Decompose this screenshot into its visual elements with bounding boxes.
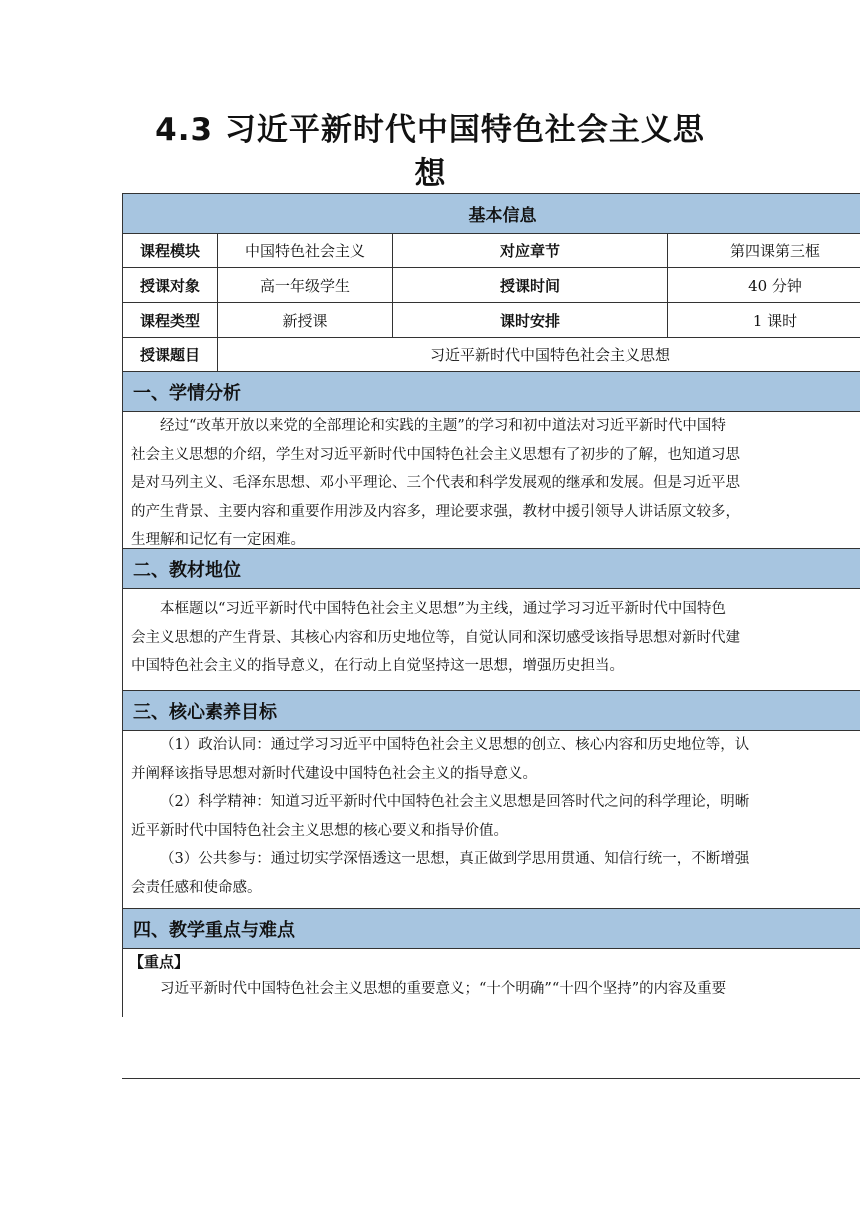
document-title-line-2: 想 [414, 156, 446, 192]
paragraph-line: 近平新时代中国特色社会主义思想的核心要义和指导价值。 [131, 822, 508, 839]
section-body-learner-analysis [123, 412, 860, 549]
section-heading-learner-analysis: 一、学情分析 [123, 372, 860, 412]
value-chapter: 第四课第三框 [668, 234, 860, 267]
paragraph-line: （3）公共参与：通过切实学深悟透这一思想，真正做到学思用贯通、知信行统一，不断增强 [160, 851, 750, 867]
section-heading-key-points: 四、教学重点与难点 [123, 909, 860, 949]
label-sessions: 课时安排 [393, 303, 668, 337]
info-row-audience [123, 268, 860, 303]
paragraph-line: 生理解和记忆有一定困难。 [131, 532, 305, 548]
paragraph-line: 会责任感和使命感。 [131, 879, 262, 896]
paragraph-line: 习近平新时代中国特色社会主义思想的重要意义；“十个明确”“十四个坚持”的内容及重要 [160, 981, 727, 997]
lesson-plan-table [122, 193, 860, 1017]
document-title-line-1: 4.3 习近平新时代中国特色社会主义思 [155, 112, 705, 148]
info-row-type [123, 303, 860, 338]
basic-info-header-row [123, 194, 860, 234]
section-heading-textbook-position: 二、教材地位 [123, 549, 860, 589]
section-body-core-literacy [123, 731, 860, 909]
value-topic: 习近平新时代中国特色社会主义思想 [218, 338, 860, 371]
value-course-type: 新授课 [218, 303, 393, 337]
paragraph-line: 会主义思想的产生背景、其核心内容和历史地位等，自觉认同和深切感受该指导思想对新时代建 [131, 629, 740, 646]
paragraph-line: 经过“改革开放以来党的全部理论和实践的主题”的学习和初中道法对习近平新时代中国特 [160, 418, 726, 434]
label-duration: 授课时间 [393, 268, 668, 302]
value-duration: 40 分钟 [668, 268, 860, 302]
paragraph-line: 并阐释该指导思想对新时代建设中国特色社会主义的指导意义。 [131, 765, 537, 782]
value-audience: 高一年级学生 [218, 268, 393, 302]
paragraph-line: 中国特色社会主义的指导意义，在行动上自觉坚持这一思想，增强历史担当。 [131, 658, 624, 674]
label-chapter: 对应章节 [393, 234, 668, 267]
label-course-type: 课程类型 [123, 303, 218, 337]
paragraph-line: 本框题以“习近平新时代中国特色社会主义思想”为主线，通过学习习近平新时代中国特色 [160, 601, 726, 617]
section-body-key-points [123, 949, 860, 1017]
paragraph-line: 的产生背景、主要内容和重要作用涉及内容多，理论要求强，教材中援引领导人讲话原文较多， [131, 503, 740, 520]
basic-info-header: 基本信息 [123, 194, 860, 233]
paragraph-line: （2）科学精神：知道习近平新时代中国特色社会主义思想是回答时代之问的科学理论，明晰 [160, 794, 750, 810]
label-audience: 授课对象 [123, 268, 218, 302]
value-course-module: 中国特色社会主义 [218, 234, 393, 267]
value-sessions: 1 课时 [668, 303, 860, 337]
table-bottom-border [122, 1078, 860, 1079]
label-topic: 授课题目 [123, 338, 218, 371]
section-body-textbook-position [123, 589, 860, 691]
section-heading-core-literacy: 三、核心素养目标 [123, 691, 860, 731]
paragraph-line: （1）政治认同：通过学习习近平中国特色社会主义思想的创立、核心内容和历史地位等，认 [160, 737, 750, 753]
info-row-topic [123, 338, 860, 372]
paragraph-line: 社会主义思想的介绍，学生对习近平新时代中国特色社会主义思想有了初步的了解，也知道习思 [131, 446, 740, 463]
sub-label-key-point: 【重点】 [129, 953, 190, 971]
paragraph-line: 是对马列主义、毛泽东思想、邓小平理论、三个代表和科学发展观的继承和发展。但是习近平思 [131, 475, 740, 491]
info-row-module [123, 234, 860, 268]
label-course-module: 课程模块 [123, 234, 218, 267]
